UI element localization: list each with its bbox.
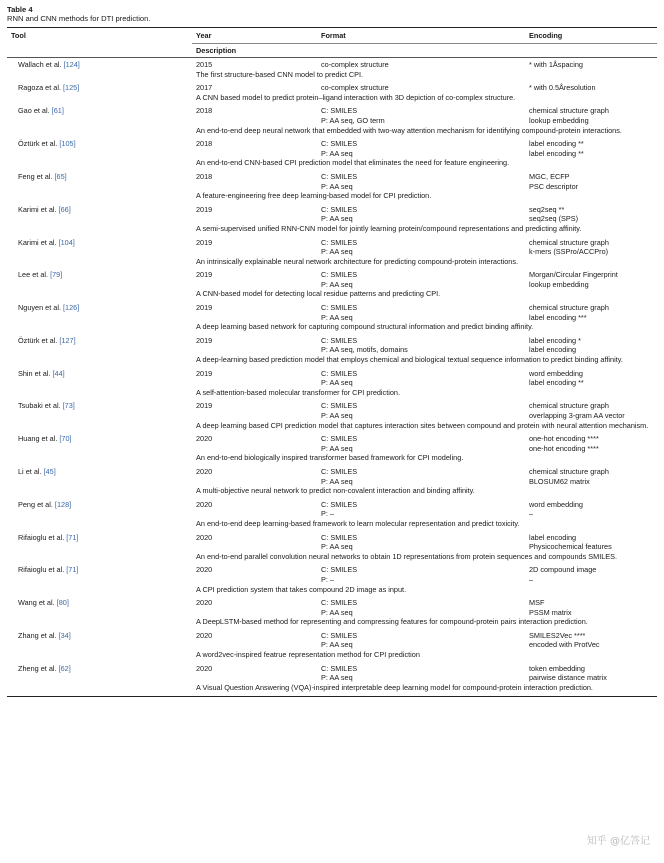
tool-cell [7, 367, 192, 388]
encoding-line: word embedding [529, 368, 583, 378]
format-cell [317, 81, 525, 93]
encoding-line: Morgan/Circular Fingerprint [529, 270, 618, 280]
tool-name: Tsubaki et al. [18, 401, 61, 411]
year-cell: 2019 [196, 368, 213, 378]
table-row-description [7, 191, 657, 203]
year-cell: 2017 [196, 83, 213, 93]
tool-cell [7, 137, 192, 158]
encoding-line: label encoding * [529, 335, 581, 345]
description-spacer [7, 158, 192, 170]
tool-name: Zheng et al. [18, 663, 57, 673]
tool-name: Peng et al. [18, 499, 53, 509]
table-row-description [7, 552, 657, 564]
tool-name: Huang et al. [18, 434, 58, 444]
encoding-line: 2D compound image [529, 565, 597, 575]
description-cell: A deep learning based CPI prediction model that captures interaction sites between compound and protein with neural attention mechanism. [196, 420, 649, 430]
encoding-line: PSSM matrix [529, 607, 572, 617]
reference-link[interactable]: [71] [66, 532, 79, 542]
table-row-description [7, 617, 657, 629]
encoding-line: chemical structure graph [529, 466, 609, 476]
table-row-description [7, 93, 657, 105]
table-row [7, 563, 657, 584]
bottom-rule [7, 696, 657, 697]
table-row-description [7, 650, 657, 662]
tool-cell [7, 563, 192, 584]
encoding-line: pairwise distance matrix [529, 673, 607, 683]
description-cell: A DeepLSTM-based method for representing and compressing features for compound-protein pairs interaction prediction. [196, 617, 588, 627]
tool-name: Wallach et al. [18, 60, 62, 69]
table-row [7, 268, 657, 289]
table-row-description [7, 355, 657, 367]
watermark: 知乎 @亿答记 [586, 836, 650, 847]
encoding-cell [525, 268, 657, 289]
format-line: co-complex structure [321, 83, 389, 93]
table-row-description [7, 224, 657, 236]
tool-name: Öztürk et al. [18, 335, 58, 345]
table-row [7, 137, 657, 158]
year-cell: 2019 [196, 237, 213, 247]
format-line: C: SMILES [321, 368, 358, 378]
table-row-description [7, 158, 657, 170]
description-cell: A deep-learning based prediction model that employs chemical and biological textual sequence information to predict binding affinity. [196, 355, 623, 365]
format-line: C: SMILES [321, 303, 358, 313]
description-spacer [7, 421, 192, 433]
format-line: C: SMILES [321, 499, 358, 509]
format-line: co-complex structure [321, 60, 389, 69]
reference-link[interactable]: [65] [54, 171, 67, 181]
encoding-line: label encoding *** [529, 312, 587, 322]
year-cell: 2020 [196, 466, 213, 476]
encoding-cell [525, 104, 657, 125]
encoding-line: MSF [529, 598, 545, 608]
reference-link[interactable]: [70] [59, 434, 72, 444]
year-cell: 2019 [196, 204, 213, 214]
tool-name: Nguyen et al. [18, 303, 61, 313]
tool-cell [7, 268, 192, 289]
description-spacer [7, 650, 192, 662]
tool-name: Gao et al. [18, 106, 50, 116]
description-spacer [7, 585, 192, 597]
table-row-description [7, 388, 657, 400]
tool-cell [7, 236, 192, 257]
reference-link[interactable]: [44] [52, 368, 65, 378]
format-line: P: AA seq [321, 378, 353, 388]
description-cell: An intrinsically explainable neural network architecture for predicting compound-protein interactions. [196, 256, 519, 266]
description-cell: An end-to-end deep learning-based framework to learn molecular representation and predict toxicity. [196, 518, 520, 528]
format-line: C: SMILES [321, 663, 358, 673]
table-row-description [7, 486, 657, 498]
tool-cell [7, 81, 192, 93]
encoding-line: one-hot encoding **** [529, 443, 599, 453]
encoding-cell [525, 531, 657, 552]
description-cell: A CPI prediction system that takes compound 2D image as input. [196, 584, 407, 594]
year-cell: 2018 [196, 139, 213, 149]
encoding-cell [525, 596, 657, 617]
encoding-line: chemical structure graph [529, 303, 609, 313]
header-spacer [7, 44, 192, 58]
table-row [7, 203, 657, 224]
tool-cell [7, 662, 192, 683]
table-row [7, 58, 657, 70]
reference-link[interactable]: [105] [59, 139, 76, 149]
encoding-line: * with 1Åspacing [529, 60, 583, 69]
format-line: C: SMILES [321, 335, 358, 345]
description-spacer [7, 453, 192, 465]
format-cell [317, 104, 525, 125]
format-line: P: AA seq [321, 181, 353, 191]
year-cell: 2020 [196, 630, 213, 640]
format-line: C: SMILES [321, 565, 358, 575]
reference-link[interactable]: [104] [58, 237, 75, 247]
encoding-line: seq2seq ** [529, 204, 565, 214]
table-row [7, 104, 657, 125]
format-line: P: AA seq [321, 443, 353, 453]
table-row-description [7, 683, 657, 695]
encoding-line: one-hot encoding **** [529, 434, 599, 444]
format-cell [317, 268, 525, 289]
description-cell: A feature-engineering free deep learning-based model for CPI prediction. [196, 191, 432, 201]
encoding-cell [525, 498, 657, 519]
encoding-line: overlapping 3-gram AA vector [529, 411, 625, 420]
table-row-description [7, 519, 657, 531]
description-spacer [7, 486, 192, 498]
format-cell [317, 629, 525, 650]
table-row-description [7, 289, 657, 301]
encoding-cell [525, 399, 657, 420]
format-cell [317, 137, 525, 158]
format-line: C: SMILES [321, 630, 358, 640]
description-spacer [7, 224, 192, 236]
description-spacer [7, 257, 192, 269]
reference-link[interactable]: [127] [59, 335, 76, 345]
table-row-description [7, 453, 657, 465]
tool-cell [7, 301, 192, 322]
tool-cell [7, 399, 192, 420]
table-row-description [7, 70, 657, 82]
table-row [7, 662, 657, 683]
format-cell [317, 498, 525, 519]
tool-cell [7, 498, 192, 519]
tool-name: Rifaioglu et al. [18, 532, 65, 542]
description-spacer [7, 70, 192, 82]
description-spacer [7, 126, 192, 138]
description-spacer [7, 519, 192, 531]
description-spacer [7, 355, 192, 367]
format-line: C: SMILES [321, 204, 358, 214]
table-row [7, 367, 657, 388]
tool-name: Öztürk et al. [18, 139, 58, 149]
table-row [7, 596, 657, 617]
encoding-cell [525, 465, 657, 486]
tool-cell [7, 58, 192, 70]
description-spacer [7, 93, 192, 105]
format-line: P: AA seq [321, 673, 353, 683]
table-row [7, 399, 657, 420]
format-line: P: – [321, 509, 334, 519]
header-encoding: Encoding [525, 28, 657, 44]
reference-link[interactable]: [45] [43, 466, 56, 476]
format-cell [317, 170, 525, 191]
encoding-line: * with 0.5Åresolution [529, 83, 596, 93]
reference-link[interactable]: [124] [63, 60, 80, 69]
encoding-cell [525, 334, 657, 355]
header-year: Year [192, 28, 317, 44]
description-cell: A CNN based model to predict protein–ligand interaction with 3D depiction of co-complex structure. [196, 92, 516, 102]
table-row [7, 81, 657, 93]
encoding-cell [525, 236, 657, 257]
table-row [7, 301, 657, 322]
tool-name: Li et al. [18, 466, 42, 476]
tool-name: Rifaioglu et al. [18, 565, 65, 575]
format-cell [317, 596, 525, 617]
tool-name: Karimi et al. [18, 204, 57, 214]
reference-link[interactable]: [128] [54, 499, 72, 509]
table-row-description [7, 421, 657, 433]
tool-cell [7, 596, 192, 617]
description-cell: An end-to-end biologically inspired transformer based framework for CPI modeling. [196, 453, 464, 463]
year-cell: 2015 [196, 60, 213, 69]
tool-name: Feng et al. [18, 171, 53, 181]
table-caption: RNN and CNN methods for DTI prediction. [7, 14, 151, 23]
encoding-line: label encoding [529, 532, 577, 542]
table-body [7, 58, 657, 695]
year-cell: 2020 [196, 499, 213, 509]
format-line: P: AA seq [321, 476, 353, 486]
format-line: P: AA seq [321, 607, 353, 617]
table-label: Table 4 [7, 5, 33, 14]
dti-methods-table [7, 28, 657, 694]
tool-name: Ragoza et al. [18, 83, 61, 93]
table-row-description [7, 126, 657, 138]
format-cell [317, 563, 525, 584]
encoding-line: chemical structure graph [529, 106, 609, 116]
reference-link[interactable]: [80] [56, 598, 69, 608]
format-cell [317, 334, 525, 355]
format-cell [317, 236, 525, 257]
description-spacer [7, 617, 192, 629]
table-row [7, 531, 657, 552]
reference-link[interactable]: [125] [63, 83, 80, 93]
description-spacer [7, 289, 192, 301]
encoding-line: MGC, ECFP [529, 171, 570, 181]
table-row-description [7, 322, 657, 334]
tool-name: Karimi et al. [18, 237, 57, 247]
encoding-line: chemical structure graph [529, 237, 609, 247]
year-cell: 2020 [196, 663, 213, 673]
encoding-line: lookup embedding [529, 115, 589, 125]
reference-link[interactable]: [126] [63, 303, 80, 313]
encoding-line: label encoding [529, 345, 577, 355]
encoding-line: Physicochemical features [529, 542, 612, 552]
description-cell: The first structure-based CNN model to predict CPI. [196, 69, 364, 79]
encoding-line: PSC descriptor [529, 181, 579, 191]
year-cell: 2019 [196, 270, 213, 280]
header-description: Description [192, 44, 657, 58]
table-row-description [7, 257, 657, 269]
description-cell: An end-to-end CNN-based CPI prediction model that eliminates the need for feature engineering. [196, 158, 510, 168]
description-cell: A multi-objective neural network to predict non-covalent interaction and binding affinity. [196, 486, 475, 496]
year-cell: 2019 [196, 401, 213, 411]
description-spacer [7, 552, 192, 564]
format-line: P: AA seq [321, 312, 353, 322]
reference-link[interactable]: [66] [58, 204, 71, 214]
format-line: C: SMILES [321, 434, 358, 444]
encoding-cell [525, 662, 657, 683]
encoding-cell [525, 170, 657, 191]
tool-cell [7, 170, 192, 191]
reference-link[interactable]: [62] [58, 663, 71, 673]
reference-link[interactable]: [79] [50, 270, 63, 280]
table-row-description [7, 585, 657, 597]
encoding-line: lookup embedding [529, 279, 589, 289]
header-tool: Tool [11, 31, 26, 40]
encoding-line: k-mers (SSPro/ACCPro) [529, 247, 609, 257]
encoding-cell [525, 137, 657, 158]
encoding-line: token embedding [529, 663, 585, 673]
format-line: C: SMILES [321, 401, 358, 411]
format-cell [317, 367, 525, 388]
description-spacer [7, 191, 192, 203]
encoding-cell [525, 432, 657, 453]
encoding-line: encoded with ProtVec [529, 640, 600, 650]
format-cell [317, 531, 525, 552]
encoding-cell [525, 563, 657, 584]
format-line: P: – [321, 574, 334, 584]
reference-link[interactable]: [71] [66, 565, 79, 575]
table-row [7, 629, 657, 650]
format-cell [317, 465, 525, 486]
encoding-line: label encoding ** [529, 139, 584, 149]
year-cell: 2020 [196, 434, 213, 444]
tool-cell [7, 432, 192, 453]
tool-name: Zhang et al. [18, 630, 57, 640]
description-spacer [7, 322, 192, 334]
tool-cell [7, 465, 192, 486]
tool-cell [7, 531, 192, 552]
tool-cell [7, 203, 192, 224]
tool-name: Shin et al. [18, 368, 51, 378]
encoding-cell [525, 629, 657, 650]
tool-name: Wang et al. [18, 598, 55, 608]
description-cell: A self-attention-based molecular transformer for CPI prediction. [196, 387, 400, 397]
table-row [7, 236, 657, 257]
year-cell: 2020 [196, 565, 213, 575]
format-line: P: AA seq [321, 247, 353, 257]
encoding-line: seq2seq (SPS) [529, 214, 579, 224]
format-line: C: SMILES [321, 466, 358, 476]
format-line: P: AA seq [321, 542, 353, 552]
table-row [7, 170, 657, 191]
encoding-line: BLOSUM62 matrix [529, 476, 590, 486]
year-cell: 2020 [196, 598, 213, 608]
tool-cell [7, 334, 192, 355]
tool-name: Lee et al. [18, 270, 49, 280]
encoding-cell [525, 58, 657, 70]
description-cell: A word2vec-inspired featrue representation method for CPI prediction [196, 650, 420, 660]
format-cell [317, 432, 525, 453]
description-spacer [7, 683, 192, 695]
format-line: P: AA seq [321, 279, 353, 289]
encoding-cell [525, 81, 657, 93]
format-cell [317, 399, 525, 420]
reference-link[interactable]: [34] [58, 630, 71, 640]
description-cell: An end-to-end deep neural network that embedded with two-way attention mechanism for identifying compound-protein interactions. [196, 125, 622, 135]
format-line: C: SMILES [321, 106, 358, 116]
table-row [7, 465, 657, 486]
header-format: Format [317, 28, 525, 44]
encoding-line: – [529, 574, 534, 584]
reference-link[interactable]: [73] [62, 401, 75, 411]
encoding-line: SMILES2Vec **** [529, 630, 586, 640]
encoding-line: label encoding ** [529, 148, 584, 158]
table-page [7, 5, 657, 697]
format-line: C: SMILES [321, 237, 358, 247]
tool-cell [7, 629, 192, 650]
encoding-line: label encoding ** [529, 378, 584, 388]
year-cell: 2019 [196, 335, 213, 345]
year-cell: 2019 [196, 303, 213, 313]
description-spacer [7, 388, 192, 400]
format-cell [317, 58, 525, 70]
table-row [7, 498, 657, 519]
format-line: C: SMILES [321, 171, 358, 181]
format-line: C: SMILES [321, 598, 358, 608]
description-cell: A Visual Question Answering (VQA)-inspired interpretable deep learning model for compound-protein interaction prediction. [196, 682, 593, 692]
format-line: C: SMILES [321, 139, 358, 149]
format-line: P: AA seq [321, 148, 353, 158]
reference-link[interactable]: [61] [51, 106, 64, 116]
format-line: C: SMILES [321, 532, 358, 542]
tool-cell [7, 104, 192, 125]
table-row [7, 432, 657, 453]
format-cell [317, 203, 525, 224]
format-cell [317, 662, 525, 683]
encoding-cell [525, 203, 657, 224]
description-cell: A semi-supervised unified RNN-CNN model for jointly learning protein/compound representations and predicting affinity. [196, 223, 582, 233]
year-cell: 2018 [196, 171, 213, 181]
format-line: P: AA seq [321, 640, 353, 650]
format-line: P: AA seq, motifs, domains [321, 345, 408, 355]
table-row [7, 334, 657, 355]
description-cell: A CNN-based model for detecting local residue patterns and predicting CPI. [196, 289, 441, 299]
year-cell: 2020 [196, 532, 213, 542]
year-cell: 2018 [196, 106, 213, 116]
encoding-cell [525, 367, 657, 388]
encoding-line: chemical structure graph [529, 401, 609, 411]
description-cell: An end-to-end parallel convolution neural networks to obtain 1D representations from protein sequences and compounds SMILES. [196, 551, 618, 561]
description-cell: A deep learning based network for capturing compound structural information and predict binding affinity. [196, 322, 534, 332]
format-line: P: AA seq [321, 214, 353, 224]
format-cell [317, 301, 525, 322]
format-line: P: AA seq [321, 411, 353, 420]
format-line: P: AA seq, GO term [321, 115, 385, 125]
encoding-line: – [529, 509, 534, 519]
format-line: C: SMILES [321, 270, 358, 280]
encoding-cell [525, 301, 657, 322]
encoding-line: word embedding [529, 499, 583, 509]
